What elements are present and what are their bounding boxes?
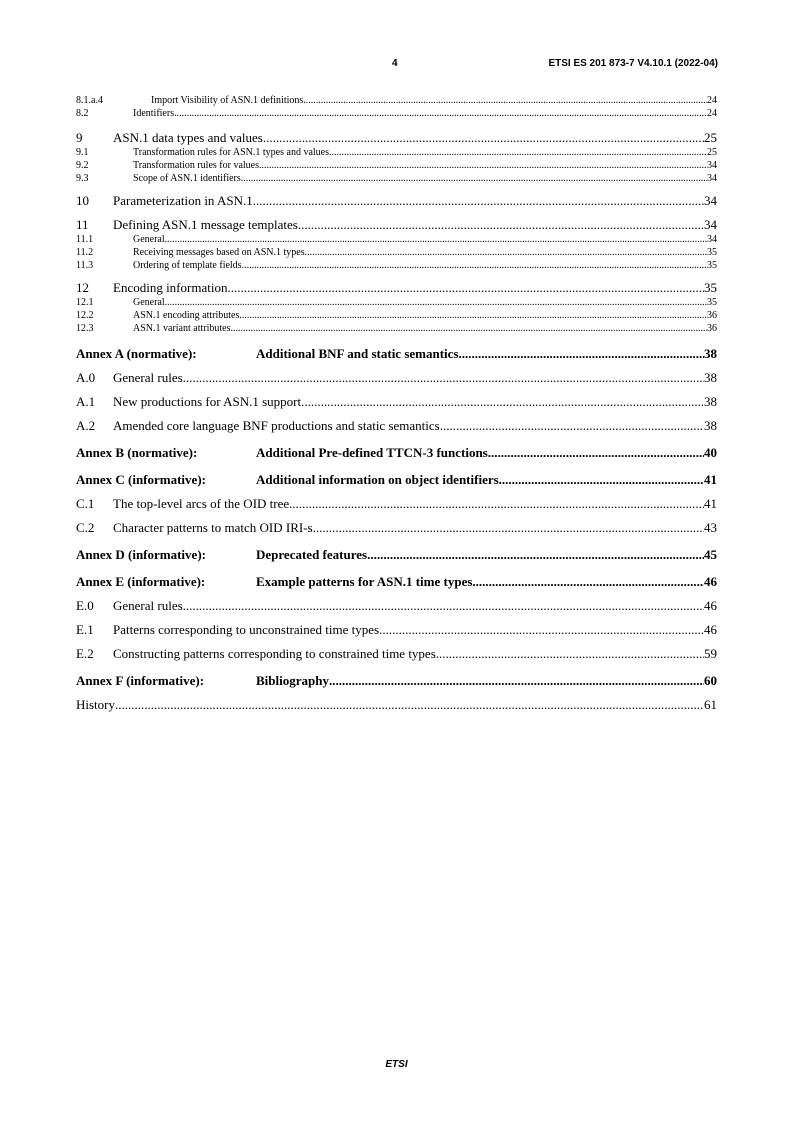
page-number: 4 — [392, 58, 398, 69]
toc-entry-page: 35 — [707, 260, 717, 271]
dot-leader — [259, 159, 707, 172]
toc-entry-page: 25 — [707, 147, 717, 158]
toc-entry-title: General — [133, 234, 165, 245]
toc-entry-page: 43 — [704, 520, 717, 535]
toc-entry-title: Transformation rules for values — [133, 160, 259, 171]
toc-entry-page: 41 — [704, 472, 717, 487]
dot-leader — [499, 471, 704, 488]
toc-entry-page: 46 — [704, 622, 717, 637]
toc-entry-title: Additional Pre-defined TTCN-3 functions — [256, 445, 488, 460]
toc-entry-number: E.2 — [76, 646, 94, 661]
toc-entry[interactable] — [76, 672, 717, 689]
page-footer: ETSI — [385, 1059, 408, 1070]
dot-leader — [227, 279, 704, 296]
dot-leader — [165, 296, 707, 309]
toc-entry[interactable] — [76, 192, 717, 209]
toc-entry-title: General rules — [113, 370, 183, 385]
toc-entry-title: Receiving messages based on ASN.1 types — [133, 247, 305, 258]
toc-entry[interactable] — [76, 159, 717, 172]
toc-entry[interactable] — [76, 216, 717, 233]
toc-entry-number: 10 — [76, 193, 89, 208]
toc-entry-number: 12.2 — [76, 310, 94, 321]
toc-entry-title: The top-level arcs of the OID tree — [113, 496, 290, 511]
table-of-contents — [76, 94, 717, 713]
toc-entry-number: 9.1 — [76, 147, 89, 158]
dot-leader — [239, 309, 707, 322]
toc-entry-title: Additional information on object identifiers — [256, 472, 499, 487]
toc-entry[interactable] — [76, 94, 717, 107]
toc-entry[interactable] — [76, 621, 717, 638]
dot-leader — [115, 696, 704, 713]
toc-entry-page: 60 — [704, 673, 717, 688]
toc-entry-page: 24 — [707, 108, 717, 119]
toc-entry-title: Example patterns for ASN.1 time types — [256, 574, 473, 589]
toc-entry-number: 11.1 — [76, 234, 94, 245]
toc-entry-title: Import Visibility of ASN.1 definitions — [151, 95, 304, 106]
toc-entry-page: 38 — [704, 418, 717, 433]
toc-entry-page: 35 — [707, 247, 717, 258]
toc-entry[interactable] — [76, 546, 717, 563]
dot-leader — [253, 192, 704, 209]
toc-entry[interactable] — [76, 259, 717, 272]
toc-entry[interactable] — [76, 645, 717, 662]
toc-entry-number: 12.1 — [76, 297, 94, 308]
toc-entry-title: History — [76, 697, 115, 712]
toc-entry[interactable] — [76, 696, 717, 713]
toc-entry[interactable] — [76, 309, 717, 322]
toc-entry-number: 8.1.a.4 — [76, 95, 103, 106]
dot-leader — [436, 645, 704, 662]
toc-entry-title: ASN.1 encoding attributes — [133, 310, 240, 321]
toc-entry[interactable] — [76, 597, 717, 614]
toc-entry-page: 46 — [704, 574, 717, 589]
toc-entry-number: 12 — [76, 280, 89, 295]
toc-entry-title: Deprecated features — [256, 547, 368, 562]
toc-entry-title: Encoding information — [113, 280, 228, 295]
dot-leader — [174, 107, 707, 120]
dot-leader — [329, 672, 704, 689]
dot-leader — [230, 322, 707, 335]
toc-entry-title: Transformation rules for ASN.1 types and values — [133, 147, 329, 158]
toc-entry-title: General rules — [113, 598, 183, 613]
toc-entry-page: 61 — [704, 697, 717, 712]
toc-entry-number: 9 — [76, 130, 83, 145]
toc-entry-number: 9.2 — [76, 160, 89, 171]
toc-entry-number: 11.3 — [76, 260, 94, 271]
toc-entry[interactable] — [76, 107, 717, 120]
toc-entry[interactable] — [76, 296, 717, 309]
toc-entry-title: ASN.1 variant attributes — [133, 323, 231, 334]
page-header — [0, 58, 793, 74]
dot-leader — [305, 246, 707, 259]
dot-leader — [303, 94, 707, 107]
dot-leader — [379, 621, 704, 638]
toc-entry[interactable] — [76, 146, 717, 159]
toc-entry-page: 59 — [704, 646, 717, 661]
toc-entry-page: 34 — [707, 160, 717, 171]
toc-entry[interactable] — [76, 471, 717, 488]
toc-entry-page: 45 — [704, 547, 717, 562]
dot-leader — [367, 546, 704, 563]
toc-entry-title: Amended core language BNF productions and static semantics — [113, 418, 440, 433]
toc-entry-page: 34 — [704, 193, 717, 208]
toc-entry-number: Annex D (informative): — [76, 547, 206, 562]
toc-entry-page: 46 — [704, 598, 717, 613]
toc-entry-number: Annex F (informative): — [76, 673, 205, 688]
dot-leader — [458, 345, 704, 362]
dot-leader — [241, 172, 707, 185]
toc-entry-title: Character patterns to match OID IRI-s — [113, 520, 313, 535]
dot-leader — [165, 233, 707, 246]
toc-entry[interactable] — [76, 519, 717, 536]
toc-entry[interactable] — [76, 495, 717, 512]
toc-entry-title: Additional BNF and static semantics — [256, 346, 459, 361]
dot-leader — [298, 216, 704, 233]
dot-leader — [313, 519, 704, 536]
toc-entry-title: Defining ASN.1 message templates — [113, 217, 298, 232]
toc-entry[interactable] — [76, 369, 717, 386]
dot-leader — [263, 129, 704, 146]
toc-entry-number: 9.3 — [76, 173, 89, 184]
toc-entry-number: C.2 — [76, 520, 95, 535]
dot-leader — [301, 393, 704, 410]
toc-entry-title: ASN.1 data types and values — [113, 130, 263, 145]
toc-entry-page: 36 — [707, 323, 717, 334]
toc-entry-page: 34 — [707, 234, 717, 245]
toc-entry-title: Scope of ASN.1 identifiers — [133, 173, 241, 184]
dot-leader — [183, 597, 704, 614]
toc-entry-title: Ordering of template fields — [133, 260, 242, 271]
toc-entry[interactable] — [76, 322, 717, 335]
toc-entry-number: 11 — [76, 217, 89, 232]
toc-entry-number: Annex B (normative): — [76, 445, 198, 460]
toc-entry-title: Bibliography — [256, 673, 329, 688]
toc-entry-page: 25 — [704, 130, 717, 145]
dot-leader — [242, 259, 707, 272]
toc-entry[interactable] — [76, 233, 717, 246]
toc-entry[interactable] — [76, 279, 717, 296]
toc-entry-number: Annex A (normative): — [76, 346, 197, 361]
toc-entry-title: Parameterization in ASN.1 — [113, 193, 253, 208]
toc-entry-number: E.1 — [76, 622, 94, 637]
toc-entry-page: 38 — [704, 394, 717, 409]
toc-entry-number: 8.2 — [76, 108, 89, 119]
toc-entry-page: 35 — [707, 297, 717, 308]
toc-entry-number: A.2 — [76, 418, 96, 433]
document-id: ETSI ES 201 873-7 V4.10.1 (2022-04) — [548, 58, 718, 69]
dot-leader — [472, 573, 704, 590]
dot-leader — [488, 444, 704, 461]
toc-entry[interactable] — [76, 573, 717, 590]
toc-entry-title: New productions for ASN.1 support — [113, 394, 302, 409]
toc-entry-page: 35 — [704, 280, 717, 295]
toc-entry-number: Annex E (informative): — [76, 574, 206, 589]
toc-entry-page: 38 — [704, 370, 717, 385]
toc-entry[interactable] — [76, 129, 717, 146]
toc-entry-page: 24 — [707, 95, 717, 106]
toc-entry-title: Patterns corresponding to unconstrained time types — [113, 622, 380, 637]
toc-entry-page: 40 — [704, 445, 717, 460]
toc-entry-title: Constructing patterns corresponding to constrained time types — [113, 646, 436, 661]
toc-entry[interactable] — [76, 246, 717, 259]
dot-leader — [289, 495, 704, 512]
toc-entry-title: Identifiers — [133, 108, 175, 119]
toc-entry-number: C.1 — [76, 496, 95, 511]
dot-leader — [329, 146, 707, 159]
toc-entry[interactable] — [76, 393, 717, 410]
toc-entry[interactable] — [76, 345, 717, 362]
toc-entry-title: General — [133, 297, 165, 308]
toc-entry[interactable] — [76, 172, 717, 185]
toc-entry-page: 38 — [704, 346, 717, 361]
dot-leader — [183, 369, 704, 386]
toc-entry-number: E.0 — [76, 598, 94, 613]
toc-entry-number: 12.3 — [76, 323, 94, 334]
toc-entry-number: A.1 — [76, 394, 96, 409]
toc-entry-number: 11.2 — [76, 247, 94, 258]
toc-entry[interactable] — [76, 444, 717, 461]
toc-entry[interactable] — [76, 417, 717, 434]
toc-entry-page: 41 — [704, 496, 717, 511]
toc-entry-page: 34 — [707, 173, 717, 184]
toc-entry-number: Annex C (informative): — [76, 472, 206, 487]
toc-entry-page: 36 — [707, 310, 717, 321]
dot-leader — [440, 417, 704, 434]
toc-entry-page: 34 — [704, 217, 717, 232]
toc-entry-number: A.0 — [76, 370, 96, 385]
